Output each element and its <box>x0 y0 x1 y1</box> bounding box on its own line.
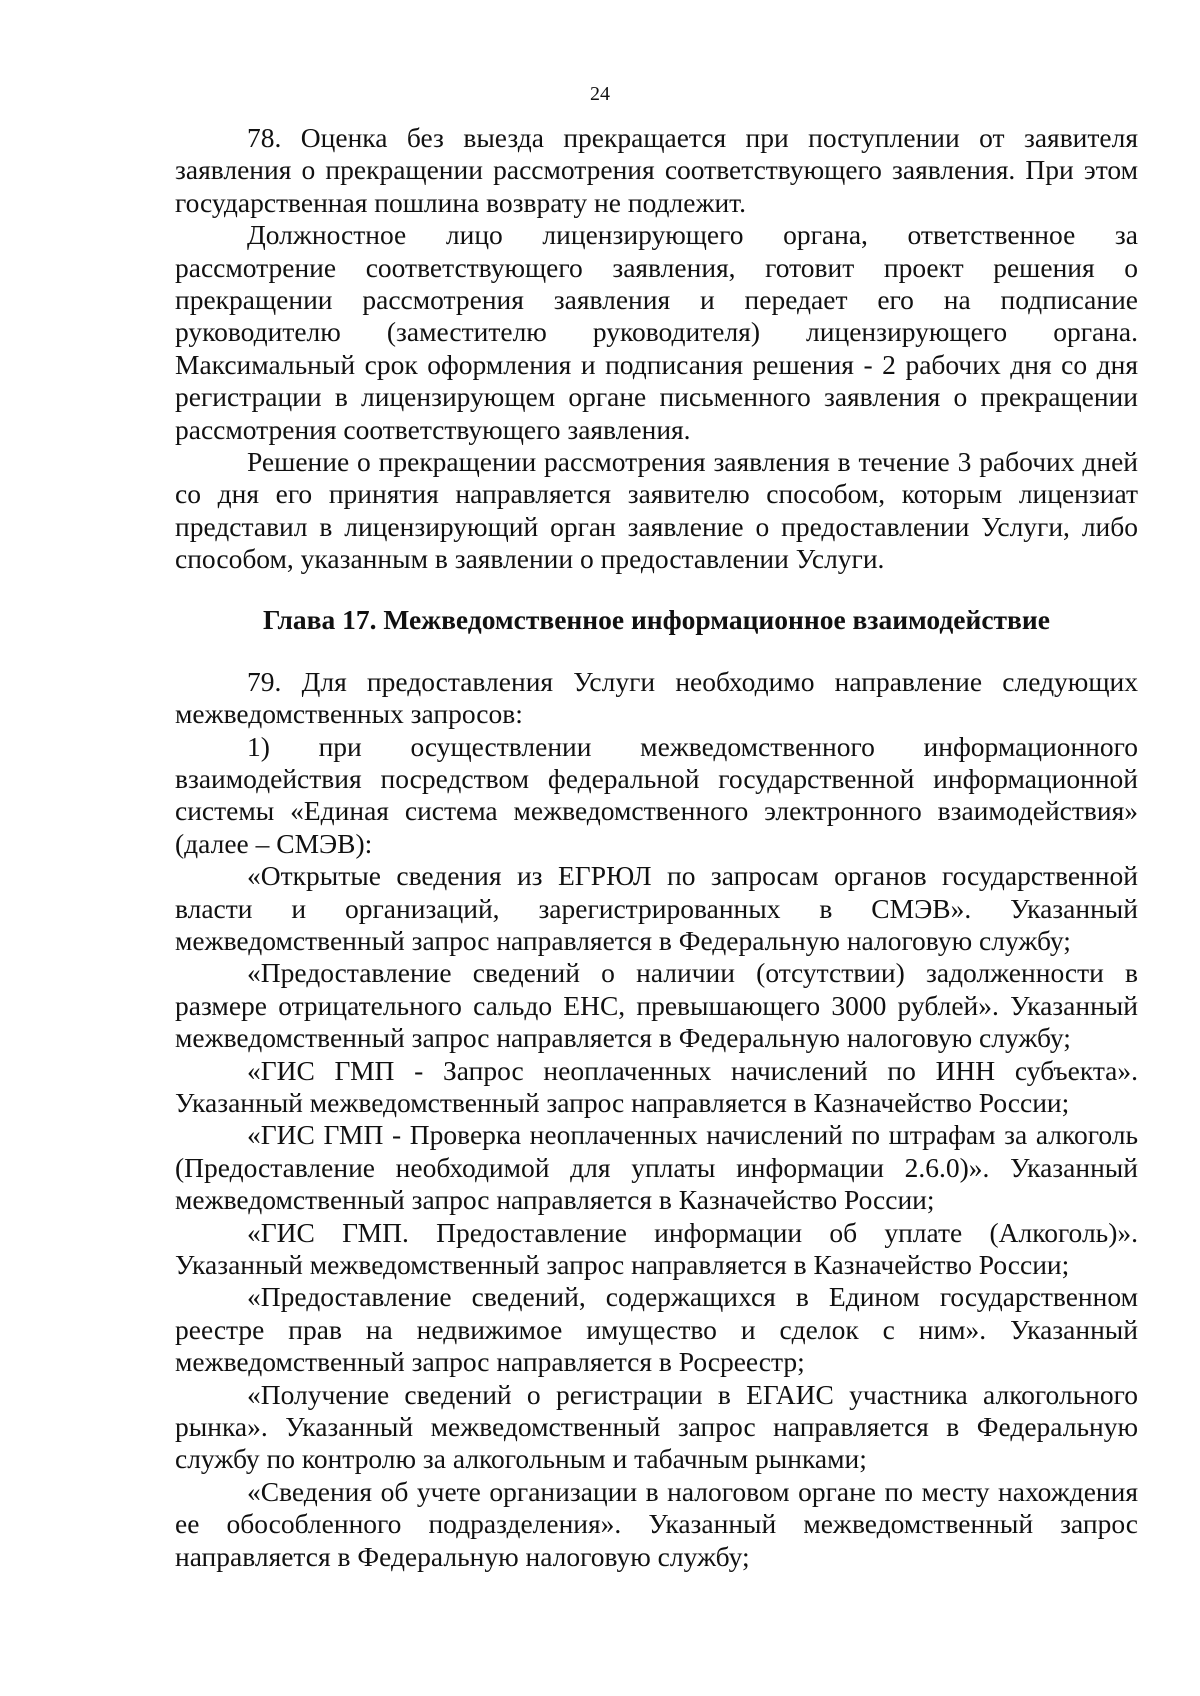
paragraph-79-item-1: 1) при осуществлении межведомственного информационного взаимодействия посредством федеральной государственной информационной системы «Единая система межведомственного электронного взаимодействия» (далее – СМЭВ): <box>175 730 1138 859</box>
request-gis-gmp-inn: «ГИС ГМП - Запрос неоплаченных начислений по ИНН субъекта». Указанный межведомственный запрос направляется в Казначейство России; <box>175 1054 1138 1118</box>
request-egais: «Получение сведений о регистрации в ЕГАИС участника алкогольного рынка». Указанный межведомственный запрос направляется в Федеральную службу по контролю за алкогольным и табачным рынками; <box>175 1378 1138 1475</box>
request-gis-gmp-alcohol-fines: «ГИС ГМП - Проверка неоплаченных начислений по штрафам за алкоголь (Предоставление необходимой для уплаты информации 2.6.0)». Указанный межведомственный запрос направляется в Казначейство России; <box>175 1119 1138 1216</box>
request-gis-gmp-payment: «ГИС ГМП. Предоставление информации об уплате (Алкоголь)». Указанный межведомственный запрос направляется в Казначейство России; <box>175 1216 1138 1280</box>
chapter-heading: Глава 17. Межведомственное информационное взаимодействие <box>263 603 1050 635</box>
paragraph-79-intro: 79. Для предоставления Услуги необходимо направление следующих межведомственных запросов: <box>175 665 1138 730</box>
paragraph-78-1: 78. Оценка без выезда прекращается при поступлении от заявителя заявления о прекращении рассмотрения соответствующего заявления. При этом государственная пошлина возврату не подлежит. <box>175 122 1138 218</box>
request-ens-debt: «Предоставление сведений о наличии (отсутствии) задолженности в размере отрицательного сальдо ЕНС, превышающего 3000 рублей». Указанный межведомственный запрос направляется в Федеральную налоговую службу; <box>175 957 1138 1054</box>
request-tax-registration: «Сведения об учете организации в налоговом органе по месту нахождения ее обособленного подразделения». Указанный межведомственный запрос направляется в Федеральную налоговую службу; <box>175 1475 1138 1572</box>
document-body <box>175 122 1138 1573</box>
paragraph-78-3: Решение о прекращении рассмотрения заявления в течение 3 рабочих дней со дня его принятия направляется заявителю способом, которым лицензиат представил в лицензирующий орган заявление о предоставлении Услуги, либо способом, указанным в заявлении о предоставлении Услуги. <box>175 446 1138 575</box>
request-rosreestr: «Предоставление сведений, содержащихся в Едином государственном реестре прав на недвижимое имущество и сделок с ним». Указанный межведомственный запрос направляется в Росреестр; <box>175 1281 1138 1378</box>
request-egrul: «Открытые сведения из ЕГРЮЛ по запросам органов государственной власти и организаций, зарегистрированных в СМЭВ». Указанный межведомственный запрос направляется в Федеральную налоговую службу; <box>175 860 1138 956</box>
paragraph-78-2: Должностное лицо лицензирующего органа, ответственное за рассмотрение соответствующего заявления, готовит проект решения о прекращении рассмотрения заявления и передает его на подписание руководителю (заместителю руководителя) лицензирующего органа. Максимальный срок оформления и подписания решения - 2 рабочих дня со дня регистрации в лицензирующем органе письменного заявления о прекращении рассмотрения соответствующего заявления. <box>175 219 1138 445</box>
page-number: 24 <box>590 83 610 105</box>
